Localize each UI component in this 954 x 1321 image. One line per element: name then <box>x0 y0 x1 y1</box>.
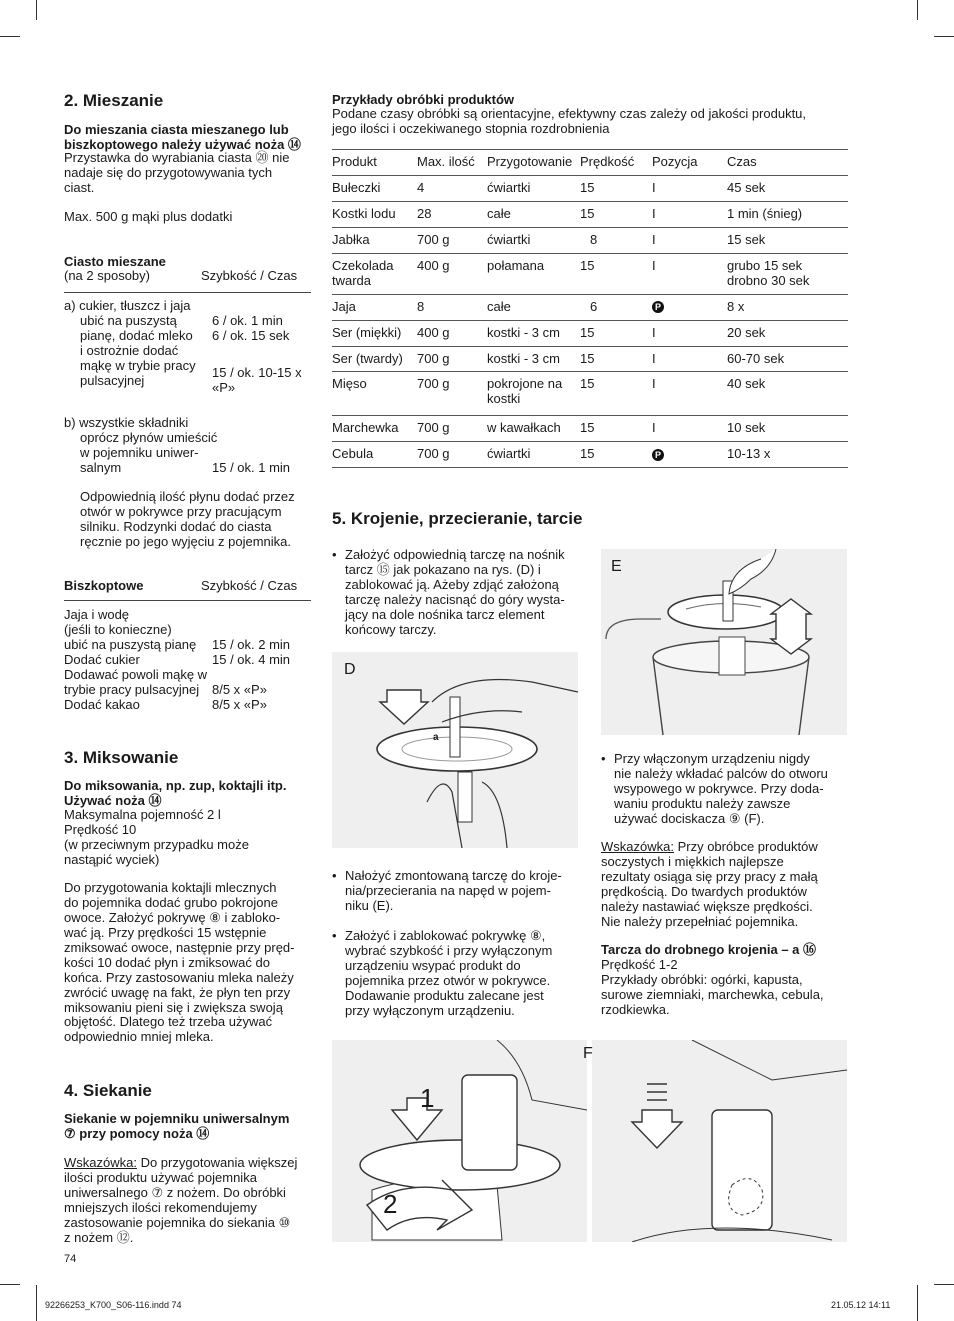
ciasto-a-text: a) cukier, tłuszcz i jaja ubić na puszystą pianę, dodać mleko i ostrożnie dodać mąkę w trybie pracy pulsacyjnej <box>64 298 196 388</box>
table-header-cell: Produkt <box>332 150 417 176</box>
slicing-bullet-2: • Nałożyć zmontowaną tarczę do kroje- nia/przecierania na napęd w pojem- niku (E). <box>332 868 562 913</box>
table-header-row <box>332 150 848 176</box>
slicing-note: Wskazówka: Przy obróbce produktów soczystych i miękkich najlepsze rezultaty osiąga się przy pracy z małą prędkością. Do twardych produktów należy nastawiać większe prędkości. Nie należy przepełniać pojemnika. <box>601 839 818 929</box>
ciasto-a-values: 6 / ok. 1 min 6 / ok. 15 sek 15 / ok. 10-15 x «P» <box>212 313 302 395</box>
biszkopt-col-header: Szybkość / Czas <box>201 578 298 593</box>
table-header-cell: Prędkość <box>580 150 652 176</box>
section-heading-mixing: 2. Mieszanie <box>64 91 164 110</box>
table-row: Mięso 700 g pokrojone na kostki 15 I 40 sek <box>332 372 848 416</box>
ciasto-b-value: 15 / ok. 1 min <box>212 460 291 475</box>
disc-text: Prędkość 1-2 Przykłady obróbki: ogórki, kapusta, surowe ziemniaki, marchewka, cebula, rzodkiewka. <box>601 957 824 1017</box>
table-row: Cebula 700 g ćwiartki 15 P 10-13 x <box>332 442 848 468</box>
figure-label-d: D <box>344 661 356 678</box>
page-number: 74 <box>64 1253 77 1265</box>
figure-label-e: E <box>611 558 622 575</box>
ciasto-title: Ciasto mieszane <box>64 254 166 269</box>
divider <box>64 292 311 293</box>
chopping-note: Wskazówka: Do przygotowania większej ilości produktu używać pojemnika uniwersalnego ⑦ z nożem. Do obróbki mniejszych ilości rekomendujemy zastosowanie pojemnika do siekania ⑩ z nożem ⑫. <box>64 1155 298 1245</box>
table-row: Jaja 8 całe 6 P 8 x <box>332 294 848 320</box>
crop-mark <box>917 1285 918 1321</box>
slicing-bullet-1: • Założyć odpowiednią tarczę na nośnik tarcz ⑮ jak pokazano na rys. (D) i zablokować ją. Ażeby zdjąć założoną tarczę należy nacisnąć do góry wysta- jący na dole nośnika tarcz element końcowy tarczy. <box>332 547 565 637</box>
table-header-cell: Czas <box>727 150 848 176</box>
biszkopt-title: Biszkoptowe <box>64 578 144 593</box>
ciasto-b-text: b) wszystkie składniki oprócz płynów umieścić w pojemniku uniwer- salnym <box>64 415 218 475</box>
ciasto-col-header: Szybkość / Czas <box>201 268 298 283</box>
biszkopt-text: Jaja i wodę (jeśli to konieczne) ubić na puszystą pianę Dodać cukier Dodawać powoli mąkę w trybie pracy pulsacyjnej Dodać kakao <box>64 607 208 712</box>
blending-text-1: Maksymalna pojemność 2 l Prędkość 10 (w przeciwnym przypadku może nastąpić wyciek) <box>64 807 249 867</box>
section-heading-slicing: 5. Krojenie, przecieranie, tarcie <box>332 509 583 528</box>
disc-letter-a: a <box>433 732 439 743</box>
disc-title: Tarcza do drobnego krojenia – a ⑯ <box>601 942 817 957</box>
pusher-illustration <box>592 1040 847 1242</box>
step-number-1: 1 <box>420 1083 435 1113</box>
blending-bold: Do miksowania, np. zup, koktajli itp. Używać noża ⑭ <box>64 778 287 808</box>
ciasto-b-note: Odpowiednią ilość płynu dodać przez otwór w pokrywce przy pracującym silniku. Rodzynki dodać do ciasta ręcznie po jego wyjęciu z pojemnika. <box>80 489 295 549</box>
crop-mark <box>36 1285 37 1321</box>
crop-mark <box>36 0 37 20</box>
table-header-cell: Max. ilość <box>417 150 487 176</box>
file-info: 92266253_K700_S06-116.indd 74 <box>45 1300 182 1310</box>
step-number-2: 2 <box>383 1189 398 1219</box>
section-heading-blending: 3. Miksowanie <box>64 748 179 767</box>
illustration-f-lid <box>332 1040 587 1242</box>
chopping-bold: Siekanie w pojemniku uniwersalnym ⑦ przy pomocy noża ⑭ <box>64 1111 290 1141</box>
table-row: Czekolada twarda 400 g połamana 15 I grubo 15 sek drobno 30 sek <box>332 253 848 294</box>
ciasto-subtitle: (na 2 sposoby) <box>64 268 150 283</box>
table-row: Ser (miękki) 400 g kostki - 3 cm 15 I 20 sek <box>332 320 848 346</box>
crop-mark <box>934 36 954 37</box>
table-row: Kostki lodu 28 całe 15 I 1 min (śnieg) <box>332 201 848 227</box>
table-header-cell: Przygotowanie <box>487 150 580 176</box>
figure-label-f: F <box>583 1045 593 1062</box>
lid-lock-illustration <box>332 1040 587 1242</box>
slicing-bullet-4: • Przy włączonym urządzeniu nigdy nie należy wkładać palców do otworu wsypowego w pokrywce. Przy doda- waniu produktu należy zawsze używać dociskacza ⑨ (F). <box>601 751 828 826</box>
pulse-badge: P <box>652 449 664 461</box>
crop-mark <box>917 0 918 20</box>
crop-mark <box>0 36 20 37</box>
mixing-intro-text: Przystawka do wyrabiania ciasta ⑳ nie nadaje się do przygotowywania tych ciast. <box>64 150 290 195</box>
table-row: Bułeczki 4 ćwiartki 15 I 45 sek <box>332 175 848 201</box>
blending-text-2: Do przygotowania koktajli mlecznych do pojemnika dodać grubo pokrojone owoce. Założyć pokrywę ⑧ i zabloko- wać ją. Przy prędkości 15 wstępnie zmiksować owoce, następnie przy pręd- kości 10 dodać płyn i zmiksować do końca. Przy zastosowaniu mleka należy zwrócić uwagę na fakt, że płyn ten przy miksowaniu pieni się i zwiększa swoją objętość. Dlatego też trzeba używać odpowiednio mniej mleka. <box>64 880 295 1045</box>
mixing-max: Max. 500 g mąki plus dodatki <box>64 209 233 224</box>
mixing-intro-bold: Do mieszania ciasta mieszanego lub biszkoptowego należy używać noża ⑭ <box>64 122 301 152</box>
illustration-f-pusher <box>583 1040 847 1242</box>
disc-mount-illustration <box>601 549 847 735</box>
pulse-badge: P <box>652 301 664 313</box>
table-row: Ser (twardy) 700 g kostki - 3 cm 15 I 60-70 sek <box>332 346 848 372</box>
examples-title: Przykłady obróbki produktów <box>332 92 515 107</box>
processing-table <box>332 149 848 468</box>
table-row: Jabłka 700 g ćwiartki 8 I 15 sek <box>332 227 848 253</box>
section-heading-chopping: 4. Siekanie <box>64 1081 152 1100</box>
biszkopt-values: 15 / ok. 2 min 15 / ok. 4 min 8/5 x «P» 8/5 x «P» <box>212 637 291 712</box>
illustration-e <box>601 549 847 735</box>
crop-mark <box>0 1284 20 1285</box>
crop-mark <box>934 1284 954 1285</box>
slicing-bullet-3: • Założyć i zablokować pokrywkę ⑧, wybrać szybkość i przy wyłączonym urządzeniu wsypać produkt do pojemnika przez otwór w pokrywce. Dodawanie produktu zalecane jest przy wyłączonym urządzeniu. <box>332 928 553 1018</box>
disc-insert-illustration <box>332 652 578 848</box>
print-date: 21.05.12 14:11 <box>831 1300 891 1310</box>
table-row: Marchewka 700 g w kawałkach 15 I 10 sek <box>332 416 848 442</box>
divider <box>64 600 311 601</box>
examples-desc: Podane czasy obróbki są orientacyjne, efektywny czas zależy od jakości produktu, jego ilości i oczekiwanego stopnia rozdrobnienia <box>332 106 807 136</box>
illustration-d <box>332 652 578 848</box>
table-header-cell: Pozycja <box>652 150 727 176</box>
